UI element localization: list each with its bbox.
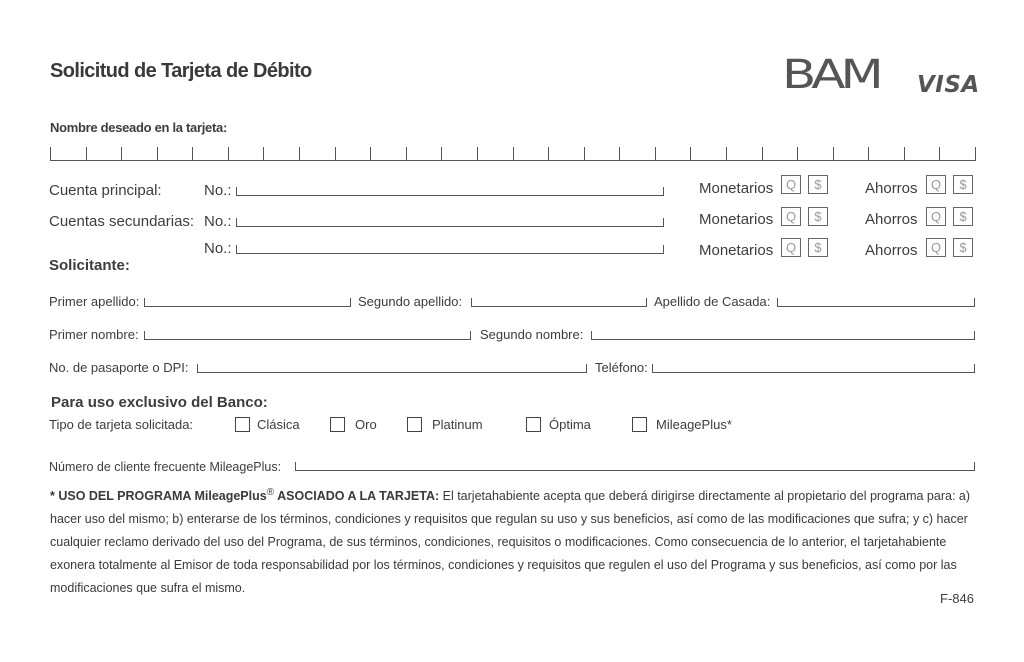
uso-banco-heading: Para uso exclusivo del Banco: — [51, 394, 268, 411]
primer-nombre-field[interactable] — [144, 331, 471, 340]
page-title: Solicitud de Tarjeta de Débito — [50, 60, 312, 82]
no-label: No.: — [204, 213, 232, 230]
ahorros-label: Ahorros — [865, 211, 918, 228]
pasaporte-dpi-field[interactable] — [197, 364, 587, 373]
primer-nombre-label: Primer nombre: — [49, 327, 139, 342]
pasaporte-dpi-label: No. de pasaporte o DPI: — [49, 360, 189, 375]
char-box-divider — [50, 147, 51, 160]
ahorros-q-box[interactable]: Q — [926, 238, 946, 257]
ahorros-label: Ahorros — [865, 242, 918, 259]
telefono-label: Teléfono: — [595, 360, 648, 375]
char-box-divider — [797, 147, 798, 160]
clasica-checkbox[interactable] — [235, 417, 250, 432]
char-box-divider — [370, 147, 371, 160]
char-box-divider — [868, 147, 869, 160]
mileageplus-disclaimer — [50, 481, 976, 600]
mileageplus-numero-field[interactable] — [295, 462, 975, 471]
char-box-divider — [299, 147, 300, 160]
disclaimer-heading-cont: ASOCIADO A LA TARJETA: — [274, 489, 440, 504]
monetarios-label: Monetarios — [699, 242, 774, 259]
disclaimer-heading: * USO DEL PROGRAMA MileagePlus — [50, 489, 267, 504]
char-box-divider — [548, 147, 549, 160]
monetarios-usd-box[interactable]: $ — [808, 238, 828, 257]
char-box-divider — [762, 147, 763, 160]
telefono-field[interactable] — [652, 364, 975, 373]
platinum-checkbox[interactable] — [407, 417, 422, 432]
no-label: No.: — [204, 182, 232, 199]
char-box-divider — [86, 147, 87, 160]
ahorros-usd-box[interactable]: $ — [953, 207, 973, 226]
segundo-apellido-field[interactable] — [471, 298, 647, 307]
ahorros-usd-box[interactable]: $ — [953, 175, 973, 194]
char-box-divider — [690, 147, 691, 160]
char-box-divider — [939, 147, 940, 160]
optima-checkbox[interactable] — [526, 417, 541, 432]
tipo-tarjeta-label: Tipo de tarjeta solicitada: — [49, 417, 194, 432]
char-box-divider — [655, 147, 656, 160]
cuenta-principal-label: Cuenta principal: — [49, 182, 162, 199]
monetarios-label: Monetarios — [699, 180, 774, 197]
char-box-divider — [726, 147, 727, 160]
clasica-label: Clásica — [257, 417, 300, 432]
nombre-tarjeta-label: Nombre deseado en la tarjeta: — [50, 120, 227, 135]
monetarios-q-box[interactable]: Q — [781, 175, 801, 194]
mileageplus-checkbox[interactable] — [632, 417, 647, 432]
monetarios-q-box[interactable]: Q — [781, 207, 801, 226]
char-box-divider — [228, 147, 229, 160]
char-box-divider — [833, 147, 834, 160]
oro-checkbox[interactable] — [330, 417, 345, 432]
segundo-nombre-label: Segundo nombre: — [480, 327, 584, 342]
primer-apellido-field[interactable] — [144, 298, 351, 307]
bam-logo: BAM — [782, 52, 879, 98]
ahorros-usd-box[interactable]: $ — [953, 238, 973, 257]
apellido-casada-field[interactable] — [777, 298, 975, 307]
cuenta-principal-field[interactable] — [236, 187, 664, 196]
nombre-tarjeta-field[interactable] — [50, 148, 976, 161]
char-box-divider — [584, 147, 585, 160]
ahorros-q-box[interactable]: Q — [926, 207, 946, 226]
monetarios-usd-box[interactable]: $ — [808, 175, 828, 194]
optima-label: Óptima — [549, 417, 591, 432]
char-box-divider — [904, 147, 905, 160]
char-box-divider — [441, 147, 442, 160]
monetarios-label: Monetarios — [699, 211, 774, 228]
char-box-divider — [619, 147, 620, 160]
char-box-divider — [513, 147, 514, 160]
platinum-label: Platinum — [432, 417, 483, 432]
form-code: F-846 — [940, 591, 974, 606]
cuenta-secundaria-1-field[interactable] — [236, 218, 664, 227]
char-box-divider — [335, 147, 336, 160]
ahorros-label: Ahorros — [865, 180, 918, 197]
cuenta-secundaria-2-field[interactable] — [236, 245, 664, 254]
char-box-divider — [192, 147, 193, 160]
solicitante-heading: Solicitante: — [49, 257, 130, 274]
primer-apellido-label: Primer apellido: — [49, 294, 140, 309]
ahorros-q-box[interactable]: Q — [926, 175, 946, 194]
oro-label: Oro — [355, 417, 377, 432]
mileageplus-label: MileagePlus* — [656, 417, 732, 432]
segundo-nombre-field[interactable] — [591, 331, 975, 340]
monetarios-usd-box[interactable]: $ — [808, 207, 828, 226]
monetarios-q-box[interactable]: Q — [781, 238, 801, 257]
char-box-divider — [975, 147, 976, 160]
registered-mark: ® — [266, 487, 275, 498]
cuentas-secundarias-label: Cuentas secundarias: — [49, 213, 195, 230]
char-box-divider — [263, 147, 264, 160]
no-label: No.: — [204, 240, 232, 257]
visa-logo: VISA — [917, 72, 980, 98]
disclaimer-text: El tarjetahabiente acepta que deberá dirigirse directamente al propietario del programa para: a) hacer uso del mismo; b) enterarse de los términos, condiciones y requisitos que regulan su uso y sus beneficios, así como de las modificaciones que sufra; y c) hacer cualquier reclamo derivado del uso del Programa, de sus términos, condiciones, requisitos o modificaciones. Como consecuencia de lo anterior, el tarjetahabiente exonera totalmente al Emisor de toda responsabilidad por los términos, condiciones y requisitos que regulen el uso del Programa y sus beneficios, así como por las modificaciones que sufra el mismo. — [50, 489, 971, 596]
mileageplus-numero-label: Número de cliente frecuente MileagePlus: — [49, 460, 282, 474]
char-box-divider — [157, 147, 158, 160]
char-box-divider — [406, 147, 407, 160]
char-box-divider — [121, 147, 122, 160]
segundo-apellido-label: Segundo apellido: — [358, 294, 463, 309]
char-box-divider — [477, 147, 478, 160]
apellido-casada-label: Apellido de Casada: — [654, 294, 771, 309]
